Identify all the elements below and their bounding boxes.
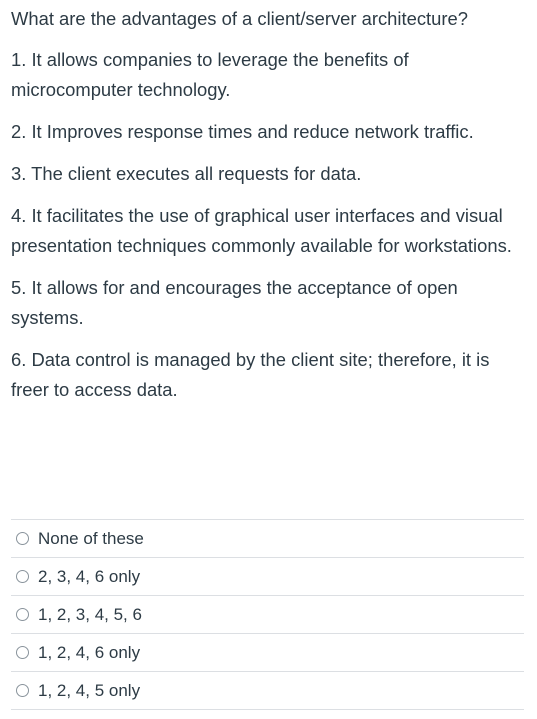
statement-4: 4. It facilitates the use of graphical user interfaces and visual presentation techniques commonly available for workstations. bbox=[11, 205, 512, 256]
answer-label: None of these bbox=[38, 528, 144, 548]
question-title: What are the advantages of a client/server architecture? bbox=[11, 8, 468, 29]
statement-6: 6. Data control is managed by the client site; therefore, it is freer to access data. bbox=[11, 349, 490, 400]
statement-5: 5. It allows for and encourages the acceptance of open systems. bbox=[11, 277, 458, 328]
radio-button[interactable] bbox=[16, 608, 29, 621]
radio-button[interactable] bbox=[16, 570, 29, 583]
answer-label: 2, 3, 4, 6 only bbox=[38, 566, 141, 586]
answer-list bbox=[11, 519, 524, 710]
answer-option-1[interactable] bbox=[11, 520, 524, 558]
statement-2: 2. It Improves response times and reduce network traffic. bbox=[11, 121, 474, 142]
answer-option-4[interactable] bbox=[11, 634, 524, 672]
answer-option-2[interactable] bbox=[11, 558, 524, 596]
radio-button[interactable] bbox=[16, 684, 29, 697]
answer-label: 1, 2, 3, 4, 5, 6 bbox=[38, 604, 142, 624]
radio-button[interactable] bbox=[16, 646, 29, 659]
question-body bbox=[11, 4, 523, 417]
statement-3: 3. The client executes all requests for data. bbox=[11, 163, 362, 184]
answer-option-5[interactable] bbox=[11, 672, 524, 710]
answer-label: 1, 2, 4, 5 only bbox=[38, 680, 141, 700]
radio-button[interactable] bbox=[16, 532, 29, 545]
answer-label: 1, 2, 4, 6 only bbox=[38, 642, 141, 662]
answer-option-3[interactable] bbox=[11, 596, 524, 634]
statement-1: 1. It allows companies to leverage the benefits of microcomputer technology. bbox=[11, 49, 409, 100]
